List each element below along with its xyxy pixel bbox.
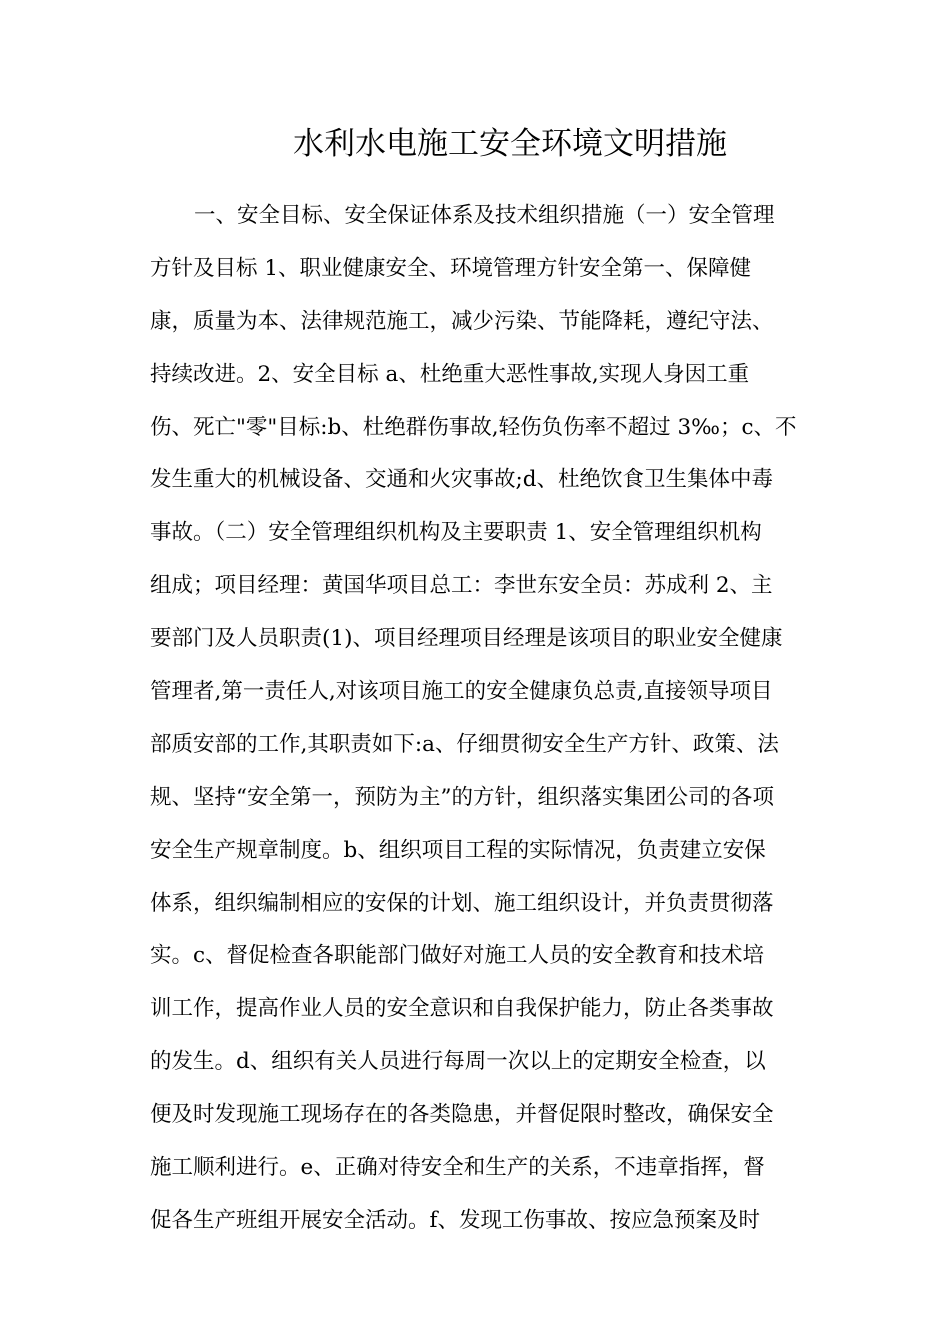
body-line: 康，质量为本、法律规范施工，减少污染、节能降耗，遵纪守法、 <box>150 308 774 334</box>
body-line: 持续改进。2、安全目标 a、杜绝重大恶性事故,实现人身因工重 <box>150 361 750 387</box>
body-line: 发生重大的机械设备、交通和火灾事故;d、杜绝饮食卫生集体中毒 <box>150 467 774 493</box>
body-line: 一、安全目标、安全保证体系及技术组织措施（一）安全管理 <box>194 203 775 228</box>
body-line: 事故。（二）安全管理组织机构及主要职责 1、安全管理组织机构 <box>150 520 762 546</box>
body-line: 管理者,第一责任人,对该项目施工的安全健康负总责,直接领导项目 <box>150 679 773 705</box>
body-line: 施工顺利进行。e、正确对待安全和生产的关系，不违章指挥，督 <box>150 1155 765 1181</box>
body-line: 体系，组织编制相应的安保的计划、施工组织设计，并负责贯彻落 <box>150 890 774 916</box>
body-line: 部质安部的工作,其职责如下:a、仔细贯彻安全生产方针、政策、法 <box>150 731 779 757</box>
body-line: 安全生产规章制度。b、组织项目工程的实际情况，负责建立安保 <box>150 837 766 863</box>
body-line: 组成；项目经理：黄国华项目总工：李世东安全员：苏成利 2、主 <box>150 573 773 599</box>
body-line: 实。c、督促检查各职能部门做好对施工人员的安全教育和技术培 <box>150 943 765 969</box>
document-title: 水利水电施工安全环境文明措施 <box>293 126 727 162</box>
body-line: 便及时发现施工现场存在的各类隐患，并督促限时整改，确保安全 <box>150 1102 774 1128</box>
document-body <box>150 190 810 1248</box>
body-line: 方针及目标 1、职业健康安全、环境管理方针安全第一、保障健 <box>150 255 752 281</box>
body-line: 的发生。d、组织有关人员进行每周一次以上的定期安全检查，以 <box>150 1049 766 1075</box>
body-line: 促各生产班组开展安全活动。f、发现工伤事故、按应急预案及时 <box>150 1207 760 1233</box>
body-line: 规、坚持“安全第一，预防为主”的方针，组织落实集团公司的各项 <box>150 784 774 810</box>
body-line: 训工作，提高作业人员的安全意识和自我保护能力，防止各类事故 <box>150 996 774 1022</box>
body-line: 伤、死亡"零"目标:b、杜绝群伤事故,轻伤负伤率不超过 3‰；c、不 <box>150 414 797 440</box>
body-line: 要部门及人员职责(1)、项目经理项目经理是该项目的职业安全健康 <box>150 626 783 652</box>
